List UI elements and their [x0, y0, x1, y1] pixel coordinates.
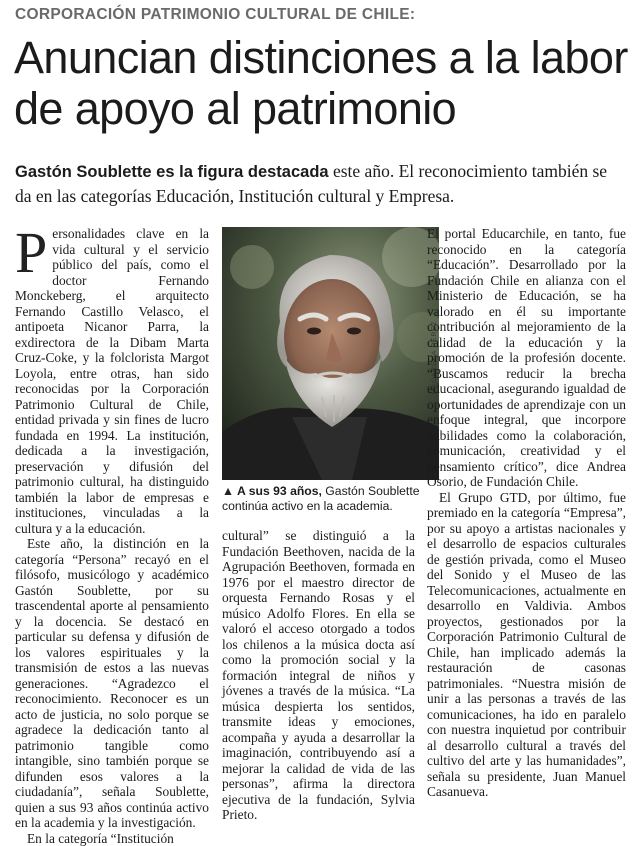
portrait-photo — [222, 227, 439, 480]
caption-lead: A sus 93 años, — [234, 484, 322, 498]
caption-text: Gastón Soublette continúa activo en la academia. — [222, 484, 420, 513]
headline: Anuncian distinciones a la labor de apoyo al patrimonio — [14, 32, 629, 134]
paragraph: En la categoría “Institución — [15, 831, 209, 846]
deck-rest: este año. El reconocimiento también se da en las categorías Educación, Institución cultural y Empresa. — [15, 161, 607, 206]
deck — [15, 159, 627, 208]
article-column-1 — [15, 226, 209, 846]
article-column-2 — [222, 528, 415, 823]
drop-cap: P — [15, 230, 47, 276]
caption-arrow-icon: ▲ — [222, 484, 234, 498]
photo-caption — [222, 484, 422, 513]
paragraph: Este año, la distinción en la categoría “Persona” recayó en el filósofo, musicólogo y académico Gastón Soublette, por su trascendental aporte al pensamiento y la docencia. Se destacó en particular su defensa y difusión de los valores espirituales y la transmisión de estos a las nuevas generaciones. “Agradezco el reconocimiento. Reconocer es un acto de justicia, no solo porque se agradece la dedicación tanto al patrimonio tangible como intangible, sino también porque se difunden esos valores a la ciudadanía”, señala Soublette, quien a sus 93 años continúa activo en la academia y la investigación. — [15, 536, 209, 831]
paragraph: El portal Educarchile, en tanto, fue reconocido en la categoría “Educación”. Desarrollado por la Fundación Chile en alianza con el Ministerio de Educación, se ha valorado en él su importante contribución al mejoramiento de la calidad de la educación y la promoción de la profesión docente. “Buscamos reducir la brecha educacional, asegurando igualdad de oportunidades de aprendizaje con un enfoque integral, que incorpore habilidades como la colaboración, comunicación, creatividad y el pensamiento crítico”, dice Andrea Osorio, de Fundación Chile. — [427, 226, 626, 490]
paragraph-text: ersonalidades clave en la vida cultural y el servicio público del país, como el doctor Fernando Monckeberg, el arquitecto Fernando Castillo Velasco, el antipoeta Nicanor Parra, la exdirectora de la Dibam Marta Cruz-Coke, y la folclorista Margot Loyola, entre otras, han sido reconocidas por la Corporación Patrimonio Cultural de Chile, entidad privada y sin fines de lucro fundada en 1994. La institución, dedicada a la investigación, preservación y difusión del patrimonio cultural, ha distinguido también la labor de empresas e instituciones, vinculadas a la cultura y a la educación. — [15, 226, 209, 536]
deck-lead: Gastón Soublette es la figura destacada — [15, 163, 329, 181]
kicker: CORPORACIÓN PATRIMONIO CULTURAL DE CHILE: — [15, 6, 415, 24]
article-column-3 — [427, 226, 626, 800]
paragraph: cultural” se distinguió a la Fundación Beethoven, nacida de la Agrupación Beethoven, formada en 1976 por el maestro director de orquesta Fernando Rosas y el músico Adolfo Flores. En ella se valoró el acceso otorgado a todos los chilenos a la música docta así como la promoción social y la formación integral de niños y jóvenes a través de la música. “La música despierta los sentidos, transmite ideas y emociones, acompaña y ayuda a desarrollar la imaginación, contribuyendo así a mejorar la calidad de vida de las personas”, afirma la directora ejecutiva de la fundación, Sylvia Prieto. — [222, 528, 415, 823]
paragraph — [15, 226, 209, 536]
photo-credit: MACARENA PÉREZ — [427, 254, 441, 479]
paragraph: El Grupo GTD, por último, fue premiado en la categoría “Empresa”, por su apoyo a artistas nacionales y el desarrollo de espacios culturales de gestión privada, como el Museo del Sonido y el Museo de las Telecomunicaciones, actualmente en desarrollo en Valdivia. Ambos proyectos, gestionados por la Corporación Patrimonio Cultural de Chile, han implicado además la restauración de casonas patrimoniales. “Nuestra misión de unir a las personas a través de las comunicaciones, ha ido en paralelo con nuestra inquietud por contribuir al desarrollo cultural a través del cultivo del arte y las humanidades”, señala su presidente, Juan Manuel Casanueva. — [427, 490, 626, 800]
portrait-illustration — [222, 227, 439, 480]
